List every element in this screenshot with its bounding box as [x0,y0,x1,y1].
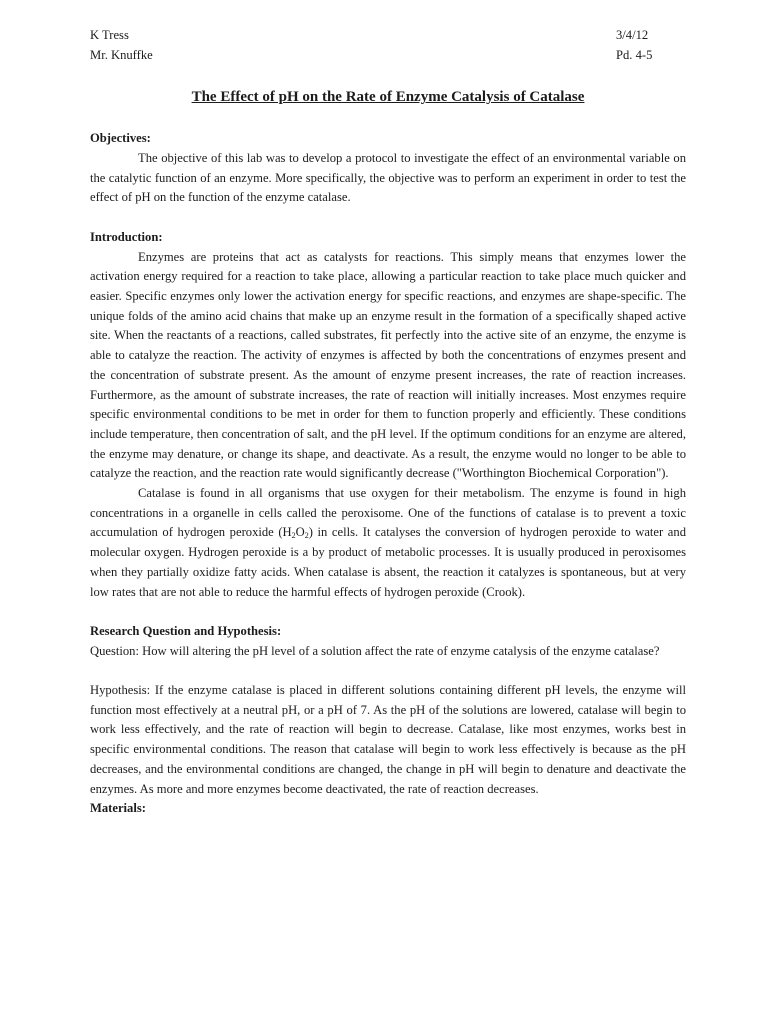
class-period: Pd. 4-5 [616,47,653,62]
paragraph-text: O [295,525,305,540]
materials-heading: Materials: [90,801,146,816]
teacher-name: Mr. Knuffke [90,47,153,62]
subscript: 2 [304,531,309,541]
document-title: The Effect of pH on the Rate of Enzyme Catalysis of Catalase [191,89,585,106]
objectives-paragraph: The objective of this lab was to develop a protocol to investigate the effect of an environmental variable on the catalytic function of an enzyme. More specifically, the objective was to perform an experiment in order to test the effect of pH on the function of the enzyme catalase. [90,151,686,205]
paragraph-text: Catalase is found in all organisms that use oxygen for their metabolism. The enzyme is found in high concentrations in a organelle in cells called the peroxisome. One of the functions of catalase is to prevent a toxic accumulation of hydrogen peroxide (H [90,486,686,540]
objectives-heading: Objectives: [90,131,151,146]
introduction-paragraph-2 [90,484,686,602]
header-row-2 [90,46,686,66]
author-name: K Tress [90,28,129,42]
document-date: 3/4/12 [616,28,649,42]
header-row-1 [90,26,686,46]
research-question: Question: How will altering the pH level of a solution affect the rate of enzyme catalysis of the enzyme catalase? [90,643,660,658]
paragraph-text: ) in cells. It catalyses the conversion of hydrogen peroxide to water and molecular oxygen. Hydrogen peroxide is a by product of metabolic processes. It is usually produced in peroxisomes when they partially oxidize fatty acids. When catalase is absent, the reaction it catalyzes is spontaneous, but at very low rates that are not able to reduce the harmful effects of hydrogen peroxide (Crook). [90,525,686,599]
subscript: 2 [291,531,296,541]
document-body [90,26,686,819]
spacer [90,602,686,622]
spacer [90,661,686,681]
research-heading: Research Question and Hypothesis: [90,623,282,638]
spacer [90,208,686,228]
introduction-paragraph-1: Enzymes are proteins that act as catalysts for reactions. This simply means that enzymes lower the activation energy required for a reaction to take place, allowing a particular reaction to take place much quicker and easier. Specific enzymes only lower the activation energy for specific reactions, and enzymes are shape-specific. The unique folds of the amino acid chains that make up an enzyme result in the formation of a specifically shaped active site. When the reactants of a reactions, called substrates, fit perfectly into the active site of an enzyme, the enzyme is able to catalyze the reaction. The activity of enzymes is affected by both the concentrations of enzymes present and the concentration of substrate present. As the amount of enzyme present increases, the rate of reaction increases. Furthermore, as the amount of substrate increases, the rate of reaction will initially increases. Most enzymes require specific environmental conditions to be met in order for them to function properly and efficiently. These conditions include temperature, then concentration of salt, and the pH level. If the optimum conditions for an enzyme are altered, the enzyme may denature, or change its shape, and deactivate. As a result, the enzyme would no longer to be able to catalyze the reaction, and the reaction rate would significantly decrease ("Worthington Biochemical Corporation"). [90,249,686,481]
research-hypothesis: Hypothesis: If the enzyme catalase is placed in different solutions containing different pH levels, the enzyme will function most effectively at a neutral pH, or a pH of 7. As the pH of the solutions are lowered, catalase will begin to work less effectively, and the rate of reaction will begin to decrease. Catalase, like most enzymes, works best in specific environmental conditions. The reason that catalase will begin to work less effectively is because as the pH decreases, and the environmental conditions are changed, the change in pH will begin to denature and deactivate the enzymes. As more and more enzymes become deactivated, the rate of reaction decreases. [90,683,686,796]
introduction-heading: Introduction: [90,229,163,244]
